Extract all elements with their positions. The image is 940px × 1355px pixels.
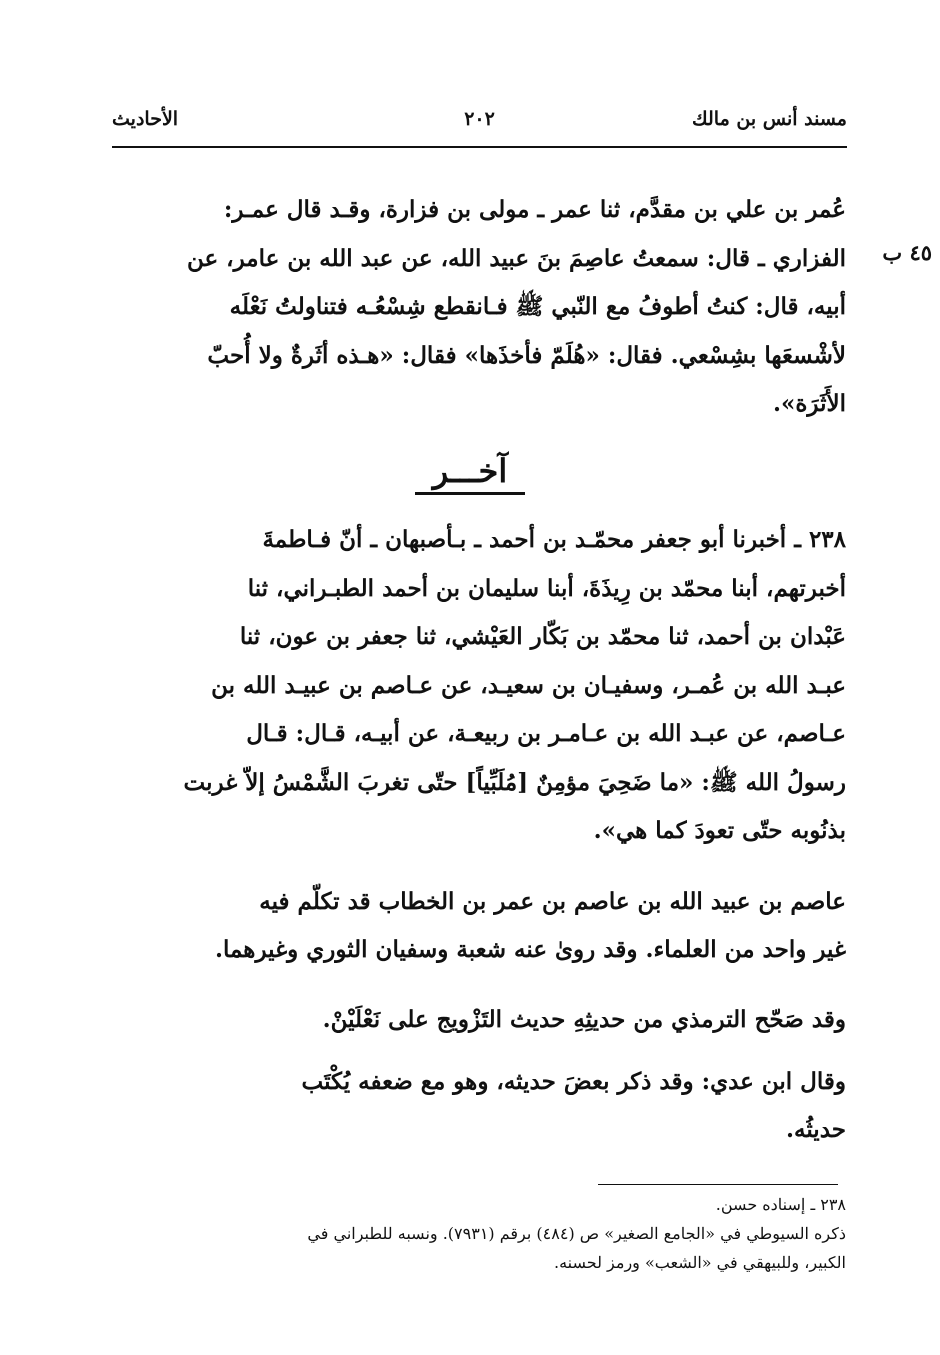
footnotes <box>118 1190 846 1277</box>
section-heading <box>0 452 940 495</box>
text-line: الفزاري ـ قال: سمعتُ عاصِمَ بنَ عبيد الله، عن عبد الله بن عامر، عن <box>186 244 846 272</box>
section-name: الأحاديث <box>112 108 179 130</box>
page-number: ٢٠٢ <box>464 108 495 130</box>
text-line: عَبْدان بن أحمد، ثنا محمّد بن بَكّار العَيْشي، ثنا جعفر بن عون، ثنا <box>239 623 846 650</box>
manuscript-folio-note: ٤٥ ب <box>882 240 932 265</box>
text-line: لأشْسعَها بشِسْعي. فقال: «هُلَمّ فأخذَها» فقال: «هـذه أثَرةٌ ولا أُحبّ <box>207 341 846 369</box>
section-heading-text: آخـــر <box>415 452 525 495</box>
text-line: وقد صَحّح الترمذي من حديثِهِ حديث التَزْويج على نَعْلَيْنْ. <box>322 1006 846 1033</box>
text-line: وقال ابن عدي: وقد ذكر بعضَ حديثه، وهو مع ضعفه يُكْتَب <box>301 1068 846 1095</box>
paragraph-commentary-narrator <box>118 878 846 974</box>
header-rule <box>112 146 847 148</box>
running-header <box>112 108 847 142</box>
text-line: غير واحد من العلماء. وقد روىٰ عنه شعبة وسفيان الثوري وغيرهما. <box>215 936 846 963</box>
paragraph-hadith-continuation <box>118 186 846 429</box>
footnote-line: ذكره السيوطي في «الجامع الصغير» ص (٤٨٤) برقم (٧٩٣١). ونسبه للطبراني في <box>307 1224 846 1243</box>
text-line: عاصم بن عبيد الله بن عاصم بن عمر بن الخطاب قد تكلّم فيه <box>259 888 846 915</box>
text-line: رسولُ الله ﷺ: «ما ضَحِيَ مؤمِنٌ [مُلَبِّياً] حتّى تغربَ الشَّمْسُ إلاّ غربت <box>183 768 846 796</box>
paragraph-hadith-238 <box>118 516 846 856</box>
footnote-line: الكبير، وللبيهقي في «الشعب» ورمز لحسنه. <box>554 1253 846 1272</box>
text-line: أبيه، قال: كنتُ أطوفُ مع النّبي ﷺ فـانقطع شِسْعُـه فتناولتُ نَعْلَه <box>229 293 846 320</box>
text-line: بذنُوبه حتّى تعودَ كما هي». <box>593 817 846 844</box>
text-line: عبـد الله بن عُمـر، وسفيـان بن سعيـد، عن عـاصم بن عبيـد الله بن <box>211 671 846 699</box>
book-title: مسند أنس بن مالك <box>692 108 847 130</box>
paragraph-commentary-ibn-adi <box>118 1058 846 1154</box>
paragraph-commentary-tirmidhi <box>118 996 846 1044</box>
text-line: عُمر بن علي بن مقدَّم، ثنا عمر ـ مولى بن فزارة، وقـد قال عمـر: <box>223 196 846 223</box>
text-line: ٢٣٨ ـ أخبرنا أبو جعفر محمّـد بن أحمد ـ بـأصبهان ـ أنّ فـاطمةَ <box>262 526 846 553</box>
footnote-rule <box>598 1184 838 1185</box>
footnote-line: ٢٣٨ ـ إسناده حسن. <box>715 1195 846 1214</box>
text-line: أخبرتهم، أبنا محمّد بن رِيذَةَ، أبنا سليمان بن أحمد الطبـراني، ثنا <box>247 574 846 602</box>
text-line: حديثُه. <box>786 1116 846 1143</box>
text-line: الأَثَرَة». <box>772 390 846 417</box>
text-line: عـاصم، عن عبـد الله بن عـامـر بن ربيعـة، عن أبيـه، قـال: قـال <box>246 720 846 747</box>
